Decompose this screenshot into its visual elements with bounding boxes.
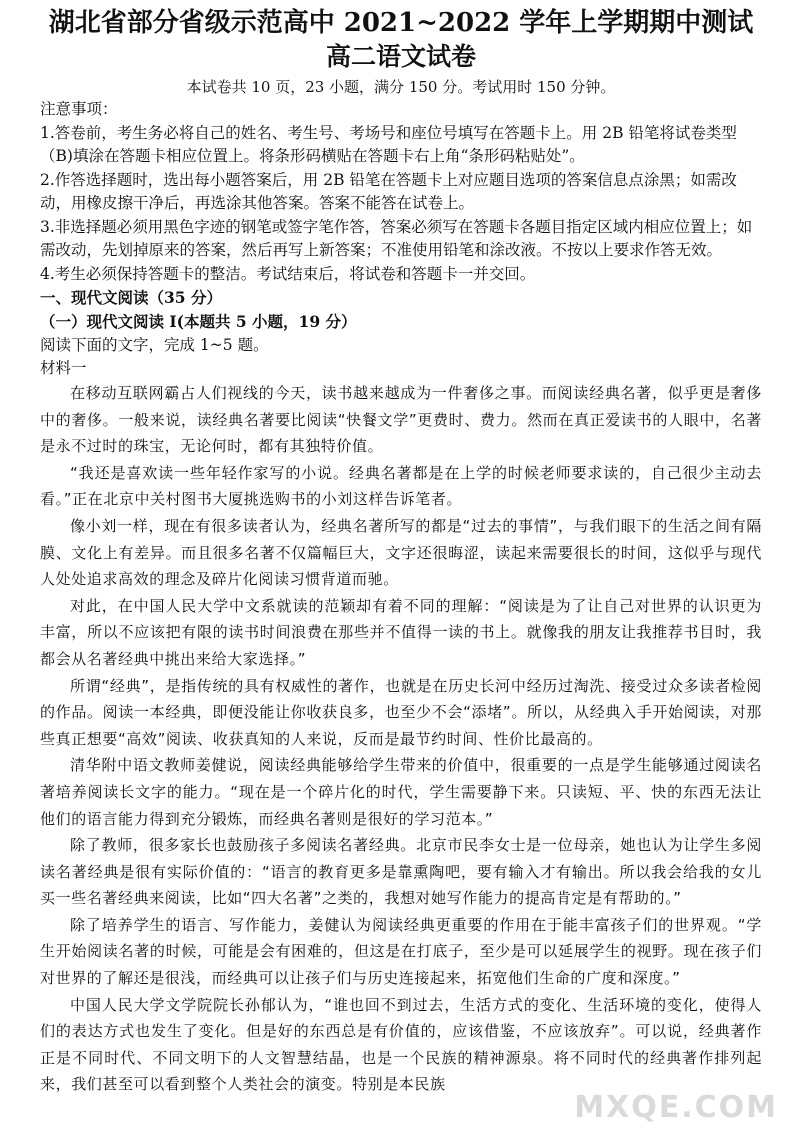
note-item: 4.考生必须保持答题卡的整洁。考试结束后，将试卷和答题卡一并交回。 xyxy=(40,264,536,283)
article-body xyxy=(40,380,762,1098)
exam-page xyxy=(40,6,762,1098)
reading-instruction: 阅读下面的文字，完成 1~5 题。 xyxy=(40,336,269,354)
exam-info: 本试卷共 10 页，23 小题，满分 150 分。考试用时 150 分钟。 xyxy=(186,78,616,96)
exam-subtitle: 高二语文试卷 xyxy=(325,42,476,71)
article-paragraph: 除了教师，很多家长也鼓励孩子多阅读名著经典。北京市民李女士是一位母亲，她也认为让学生多阅读名著经典是很有实际价值的：“语言的教育更多是靠熏陶吧，要有输入才有输出。所以我会给我的女儿买一些名著经典来阅读，比如“四大名著”之类的，我想对她写作能力的提高肯定是有帮助的。” xyxy=(40,836,762,908)
note-item: 2.作答选择题时，选出每小题答案后，用 2B 铅笔在答题卡上对应题目选项的答案信息点涂黑；如需改动，用橡皮擦干净后，再选涂其他答案。答案不能答在试卷上。 xyxy=(40,170,737,212)
article-paragraph: 在移动互联网霸占人们视线的今天，读书越来越成为一件奢侈之事。而阅读经典名著，似乎更是奢侈中的奢侈。一般来说，读经典名著要比阅读“快餐文学”更费时、费力。然而在真正爱读书的人眼中，名著是永不过时的珠宝，无论何时，都有其独特价值。 xyxy=(40,384,762,456)
subsection-heading: （一）现代文阅读 I(本题共 5 小题，19 分） xyxy=(40,312,357,331)
article-paragraph: 对此，在中国人民大学中文系就读的范颖却有着不同的理解：“阅读是为了让自己对世界的认识更为丰富，所以不应该把有限的读书时间浪费在那些并不值得一读的书上。就像我的朋友让我推荐书目时，我都会从名著经典中挑出来给大家选择。” xyxy=(40,596,762,668)
note-item: 3.非选择题必须用黑色字迹的钢笔或签字笔作答，答案必须写在答题卡各题目指定区域内相应位置上；如需改动，先划掉原来的答案，然后再写上新答案；不准使用铅笔和涂改液。不按以上要求作答无效。 xyxy=(40,217,753,259)
section-heading: 一、现代文阅读（35 分） xyxy=(40,288,222,307)
article-paragraph: 所谓“经典”，是指传统的具有权威性的著作，也就是在历史长河中经历过淘洗、接受过众多读者检阅的作品。阅读一本经典，即便没能让你收获良多，也至少不会“添堵”。所以，从经典入手开始阅读，对那些真正想要“高效”阅读、收获真知的人来说，反而是最节约时间、性价比最高的。 xyxy=(40,676,762,748)
note-item: 1.答卷前，考生务必将自己的姓名、考生号、考场号和座位号填写在答题卡上。用 2B 铅笔将试卷类型（B)填涂在答题卡相应位置上。将条形码横贴在答题卡右上角“条形码粘贴处”。 xyxy=(40,123,737,165)
notes-heading: 注意事项： xyxy=(40,100,118,118)
site-watermark: MXQE.COM xyxy=(574,1090,778,1125)
article-paragraph: 清华附中语文教师姜健说，阅读经典能够给学生带来的价值中，很重要的一点是学生能够通过阅读名著培养阅读长文字的能力。“现在是一个碎片化的时代，学生需要静下来。只读短、平、快的东西无法让他们的语言能力得到充分锻炼，而经典名著则是很好的学习范本。” xyxy=(40,756,762,828)
article-paragraph: 中国人民大学文学院院长孙郁认为，“谁也回不到过去，生活方式的变化、生活环境的变化，使得人们的表达方式也发生了变化。但是好的东西总是有价值的，应该借鉴，不应该放弃”。可以说，经典著作正是不同时代、不同文明下的人文智慧结晶，也是一个民族的精神源泉。将不同时代的经典著作排列起来，我们甚至可以看到整个人类社会的演变。特别是本民族 xyxy=(40,995,762,1094)
article-paragraph: “我还是喜欢读一些年轻作家写的小说。经典名著都是在上学的时候老师要求读的，自己很少主动去看。”正在北京中关村图书大厦挑选购书的小刘这样告诉笔者。 xyxy=(40,463,762,509)
exam-title: 湖北省部分省级示范高中 2021~2022 学年上学期期中测试 xyxy=(48,8,754,38)
material-label: 材料一 xyxy=(40,359,87,377)
article-paragraph: 像小刘一样，现在有很多读者认为，经典名著所写的都是“过去的事情”，与我们眼下的生活之间有隔膜、文化上有差异。而且很多名著不仅篇幅巨大，文字还很晦涩，读起来需要很长的时间，这似乎与现代人处处追求高效的理念及碎片化阅读习惯背道而驰。 xyxy=(40,516,762,589)
article-paragraph: 除了培养学生的语言、写作能力，姜健认为阅读经典更重要的作用在于能丰富孩子们的世界观。“学生开始阅读名著的时候，可能是会有困难的，但这是在打底子，至少是可以延展学生的视野。现在孩子们对世界的了解还是很浅，而经典可以让孩子们与历史连接起来，拓宽他们生命的广度和深度。” xyxy=(40,915,762,988)
notes-section xyxy=(40,98,762,286)
